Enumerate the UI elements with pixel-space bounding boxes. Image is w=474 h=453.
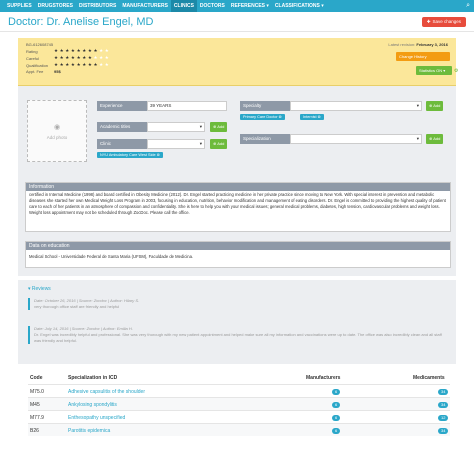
nav-doctors[interactable]: DOCTORS bbox=[199, 3, 225, 9]
star-icon[interactable]: ★ bbox=[82, 55, 87, 60]
specialty-tag-primary-care[interactable] bbox=[240, 114, 285, 120]
specialization-select[interactable] bbox=[290, 134, 422, 144]
careful-stars[interactable] bbox=[54, 55, 109, 61]
information-panel bbox=[25, 182, 451, 232]
medicaments-badge: 34 bbox=[438, 428, 448, 434]
star-icon[interactable]: ★ bbox=[70, 48, 75, 53]
star-icon[interactable]: ★ bbox=[99, 55, 104, 60]
star-icon[interactable]: ★ bbox=[99, 62, 104, 67]
education-panel bbox=[25, 241, 451, 268]
save-changes-button[interactable] bbox=[422, 17, 466, 27]
star-icon[interactable]: ★ bbox=[70, 55, 75, 60]
save-icon: ✚ bbox=[426, 18, 431, 24]
clinic-tag[interactable] bbox=[97, 152, 163, 158]
review-meta: Date: July 14, 2016 | Source: Zocdoc | Author: Emilia H. bbox=[34, 326, 133, 331]
star-icon[interactable]: ★ bbox=[104, 62, 109, 67]
nav-clinics[interactable]: CLINICS bbox=[171, 0, 197, 12]
revision-label: Latest revision: bbox=[388, 42, 416, 47]
nav-manufacturers[interactable]: MANUFACTURERS bbox=[122, 3, 168, 9]
star-icon[interactable]: ★ bbox=[76, 62, 81, 67]
nav-drugstores[interactable]: DRUGSTORES bbox=[37, 3, 73, 9]
star-icon[interactable]: ★ bbox=[59, 55, 64, 60]
add-clinic-button[interactable]: ⊕ Add bbox=[210, 139, 227, 149]
star-icon[interactable]: ★ bbox=[82, 62, 87, 67]
star-icon[interactable]: ★ bbox=[93, 62, 98, 67]
specialization-label: Specialization bbox=[240, 134, 290, 144]
academic-titles-label: Academic titles bbox=[97, 122, 147, 132]
add-specialization-label: Add bbox=[433, 136, 441, 141]
title-bar bbox=[0, 12, 474, 32]
row-code: M45 bbox=[30, 402, 40, 408]
chevron-down-icon: ▾ bbox=[28, 286, 31, 292]
experience-label: Experience bbox=[97, 101, 147, 111]
nav-classifications[interactable]: CLASSIFICATIONS ▾ bbox=[274, 3, 324, 9]
row-specialization-link[interactable]: Adhesive capsulitis of the shoulder bbox=[68, 389, 145, 395]
table-row bbox=[28, 384, 450, 397]
star-icon[interactable]: ★ bbox=[59, 62, 64, 67]
close-icon[interactable]: ⊗ bbox=[156, 153, 160, 157]
rating-stars[interactable] bbox=[54, 48, 109, 54]
top-nav bbox=[0, 0, 474, 12]
experience-field bbox=[97, 101, 227, 111]
star-icon[interactable]: ★ bbox=[54, 62, 59, 67]
review-item bbox=[28, 326, 446, 344]
reviews-section bbox=[18, 280, 456, 364]
page-title: Doctor: Dr. Anelise Engel, MD bbox=[8, 15, 154, 28]
rating-row bbox=[26, 48, 109, 54]
add-academic-button[interactable]: ⊕ Add bbox=[210, 122, 227, 132]
reviews-title[interactable] bbox=[28, 286, 51, 292]
add-academic-label: Add bbox=[217, 124, 225, 129]
clinic-field bbox=[97, 139, 205, 149]
education-textarea[interactable]: Medical School - Universidade Federal de Santa Maria (UFSM), Faculdade de Medicina. bbox=[29, 254, 194, 259]
star-icon[interactable]: ★ bbox=[76, 48, 81, 53]
star-icon[interactable]: ★ bbox=[93, 48, 98, 53]
appt-fee-row bbox=[26, 69, 61, 74]
specialty-field bbox=[240, 101, 422, 111]
latest-revision bbox=[388, 42, 448, 47]
star-icon[interactable]: ★ bbox=[104, 48, 109, 53]
row-code: M77.9 bbox=[30, 415, 44, 421]
clinic-select[interactable] bbox=[147, 139, 205, 149]
chevron-down-icon: ▾ bbox=[199, 141, 202, 146]
star-icon[interactable]: ★ bbox=[87, 55, 92, 60]
chevron-down-icon: ▾ bbox=[416, 136, 419, 141]
medicaments-badge: 12 bbox=[438, 415, 448, 421]
profile-form bbox=[18, 86, 456, 172]
review-item bbox=[28, 298, 446, 310]
chevron-down-icon: ▾ bbox=[199, 124, 202, 129]
gear-icon[interactable]: ⚙ bbox=[454, 68, 459, 74]
icd-table-header bbox=[28, 373, 450, 383]
col-manufacturers[interactable]: Manufacturers bbox=[306, 375, 341, 381]
qualification-label: Qualification bbox=[26, 62, 49, 68]
clinic-tag-label: NYU Ambulatory Care West Side bbox=[100, 153, 156, 157]
qualification-row bbox=[26, 62, 109, 68]
specialty-tag-internist[interactable] bbox=[300, 114, 324, 120]
review-text: Dr. Engel was incredibly helpful and professional. She was very thorough with my new patient appointment and helped make sure all my information and vaccinations were up to date. The office was also incredibly clean and all staff was friendly and helpful. bbox=[34, 332, 442, 343]
medicaments-badge: 34 bbox=[438, 402, 448, 408]
doctor-id: BG-612608745 bbox=[26, 42, 54, 47]
add-clinic-label: Add bbox=[217, 141, 225, 146]
table-row bbox=[28, 410, 450, 423]
nav-references[interactable]: REFERENCES ▾ bbox=[230, 3, 269, 9]
careful-row bbox=[26, 55, 109, 61]
education-title: Data on education bbox=[26, 242, 450, 250]
change-history-label: Change History bbox=[399, 54, 427, 59]
revision-date: February 3, 2016 bbox=[416, 42, 448, 47]
save-changes-label: Save changes bbox=[432, 19, 461, 24]
col-code[interactable]: Code bbox=[30, 375, 43, 381]
specialty-tag-label: Primary Care Doctor bbox=[243, 115, 278, 119]
manufacturers-badge: 6 bbox=[332, 389, 340, 395]
star-icon[interactable]: ★ bbox=[104, 55, 109, 60]
careful-label: Careful bbox=[26, 55, 39, 61]
table-row bbox=[28, 397, 450, 410]
nav-distributors[interactable]: DISTRIBUTORS bbox=[78, 3, 117, 9]
row-specialization-link[interactable]: Enthesopathy unspecified bbox=[68, 415, 126, 421]
row-code: B26 bbox=[30, 428, 39, 434]
chevron-down-icon: ▾ bbox=[416, 103, 419, 108]
medicaments-badge: 34 bbox=[438, 389, 448, 395]
close-icon[interactable]: ⊗ bbox=[278, 115, 282, 119]
information-textarea[interactable]: certified in Internal Medicine (1998) and board certified in Obesity Medicine (2012). Dr. Engel started practicing medicine in her private practice since moving to New York. With special interest in prevention and metabolic diseases she started her own Medical Weight Loss Program in 2003, focusing in education, nutrition, behavior modification and management of eating disorders. Dr. Engel is committed to providing the highest quality of patient care to each of her patients in an atmosphere of compassion and confidentiality. She is here to help you with your medical issues; general medical problems, diabetes, high tension, cardiovascular problems and weight loss. Weight loss appointment may not be scheduled through ZocDoc. Please call the office. bbox=[29, 192, 446, 215]
specialty-label: Specialty bbox=[240, 101, 290, 111]
specialty-tag-label: Internist bbox=[303, 115, 317, 119]
star-icon[interactable]: ★ bbox=[87, 62, 92, 67]
search-icon[interactable]: ⌕ bbox=[466, 2, 470, 9]
star-icon[interactable]: ★ bbox=[82, 48, 87, 53]
close-icon[interactable]: ⊗ bbox=[317, 115, 321, 119]
add-specialty-label: Add bbox=[433, 103, 441, 108]
photo-upload[interactable] bbox=[27, 100, 87, 162]
row-code: M75.0 bbox=[30, 389, 44, 395]
change-history-button[interactable] bbox=[396, 52, 450, 61]
add-specialty-button[interactable]: ⊕ Add bbox=[426, 101, 443, 111]
row-specialization-link[interactable]: Parotitis epidemica bbox=[68, 428, 111, 434]
statistics-toggle[interactable] bbox=[416, 66, 452, 75]
row-specialization-link[interactable]: Ankylosing spondylitis bbox=[68, 402, 117, 408]
qualification-stars[interactable] bbox=[54, 62, 109, 68]
star-icon[interactable]: ★ bbox=[54, 48, 59, 53]
star-icon[interactable]: ★ bbox=[87, 48, 92, 53]
table-row bbox=[28, 423, 450, 436]
specialization-field bbox=[240, 134, 422, 144]
reviews-title-label: Reviews bbox=[31, 286, 51, 292]
star-icon[interactable]: ★ bbox=[70, 62, 75, 67]
specialty-select[interactable] bbox=[290, 101, 422, 111]
appt-fee-label: Appt. Fee bbox=[26, 69, 44, 74]
review-text: very thorough office staff are friendly and helpful bbox=[34, 304, 120, 309]
clinic-label: Clinic bbox=[97, 139, 147, 149]
star-icon[interactable]: ★ bbox=[76, 55, 81, 60]
academic-titles-field bbox=[97, 122, 205, 132]
experience-input[interactable]: 39 YEARS bbox=[147, 101, 227, 111]
review-meta: Date: October 26, 2016 | Source: Zocdoc | Author: Hilary S. bbox=[34, 298, 140, 303]
information-title: Information bbox=[26, 183, 450, 191]
appt-fee-value: 95$ bbox=[54, 69, 61, 74]
star-icon[interactable]: ★ bbox=[93, 55, 98, 60]
manufacturers-badge: 6 bbox=[332, 428, 340, 434]
rating-label: Rating bbox=[26, 48, 38, 54]
add-specialization-button[interactable]: ⊕ Add bbox=[426, 134, 443, 144]
academic-titles-select[interactable] bbox=[147, 122, 205, 132]
star-icon[interactable]: ★ bbox=[65, 62, 70, 67]
add-photo-label: Add photo bbox=[46, 134, 68, 140]
nav-supplies[interactable]: SUPPLIES bbox=[7, 3, 32, 9]
doctor-summary bbox=[18, 38, 459, 86]
star-icon[interactable]: ★ bbox=[99, 48, 104, 53]
manufacturers-badge: 6 bbox=[332, 402, 340, 408]
star-icon[interactable]: ★ bbox=[54, 55, 59, 60]
manufacturers-badge: 6 bbox=[332, 415, 340, 421]
camera-icon: ◉ bbox=[53, 123, 61, 131]
col-medicaments[interactable]: Medicaments bbox=[413, 375, 445, 381]
statistics-label: Statistics ON bbox=[419, 68, 443, 73]
chevron-down-icon: ▾ bbox=[443, 68, 446, 73]
star-icon[interactable]: ★ bbox=[65, 55, 70, 60]
star-icon[interactable]: ★ bbox=[59, 48, 64, 53]
col-specialization[interactable]: Specialization in ICD bbox=[68, 375, 118, 381]
star-icon[interactable]: ★ bbox=[65, 48, 70, 53]
